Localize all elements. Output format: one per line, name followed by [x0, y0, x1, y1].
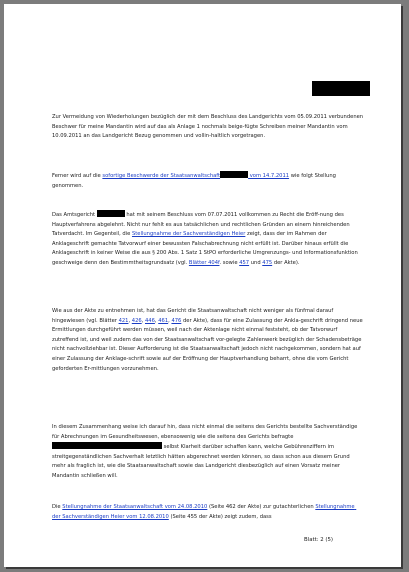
document-page: [4, 4, 401, 567]
paragraph-5-text-a: In diesem Zusammenhang weise ich darauf hin, dass nicht einmal die seitens des Gerichts bestellte Sachverständige für Abrechnungen im Gesundheitswesen, ebensowenig wie die seitens des Gerichts befragte: [52, 424, 359, 440]
separator: ,: [128, 317, 132, 324]
link-sofortige-beschwerde[interactable]: sofortige Beschwerde der Staatsanwaltschaft: [102, 173, 221, 179]
redacted-header-block: [312, 81, 370, 96]
paragraph-4-text-a: Wie aus der Akte zu entnehmen ist, hat das Gericht die Staatsanwaltschaft nicht weniger als fünfmal darauf hingewiesen (vgl. Blätter: [52, 308, 335, 324]
paragraph-4-text-b: der Akte), dass für eine Zulassung der Ankla-geschrift dringend neue Ermittlungen durchgeführt werden müssen, weil nach der Aktenlage nicht einmal feststeht, ob der Tatvorwurf zutreffend ist, und weil zudem das von der Staatsanwaltschaft vor-gelegte Zahlenwerk bezüglich der Schadensbeträge nicht nachvollziehbar ist. Dieser Aufforderung ist die Staatsanwaltschaft jedoch nicht nachgekommen, sondern hat auf einer Zulassung der Anklage-schrift sowie auf der Eröffnung der Hauptverhandlung beharrt, ohne die vom Gericht geforderten Er-mittlungen vorzunehmen.: [52, 317, 365, 372]
link-476[interactable]: 476: [171, 317, 182, 324]
paragraph-2: [52, 171, 364, 191]
link-stellungnahme-heier[interactable]: Stellungnahme der Sachverständigen Heier: [131, 231, 246, 238]
link-426[interactable]: 426: [131, 317, 142, 324]
link-457[interactable]: 457: [239, 259, 250, 266]
link-stellungnahme-staatsanwaltschaft[interactable]: Stellungnahme der Staatsanwaltschaft vom 24.08.2010: [62, 504, 208, 510]
paragraph-3-text-f: der Akte).: [272, 259, 300, 266]
link-date-14-7-2011[interactable]: vom 14.7.2011: [248, 173, 290, 179]
paragraph-1: [52, 113, 364, 142]
paragraph-2-text-a: Ferner wird auf die: [52, 173, 103, 179]
paragraph-6-text-c: (Seite 455 der Akte) zeigt zudem, dass: [168, 513, 272, 520]
redacted-person-name: [52, 442, 162, 449]
paragraph-6-text-b: (Seite 462 der Akte) zur gutachterlichen: [207, 504, 316, 510]
paragraph-4: [52, 307, 364, 374]
link-421[interactable]: 421: [118, 317, 129, 324]
paragraph-5-text-b: selbst Klarheit darüber schaffen kann, welche Gebührenziffern im streitgegenständlichen Sachverhalt letztlich hätten abgerechnet werden können, so dass schon aus diesem Grund mehr als fraglich ist, wie die Staatsanwaltschaft sowie das Landgericht diesbezüglich auf einen Vorsatz meiner Mandantin schließen will.: [52, 444, 352, 479]
paragraph-3-text-a: Das Amtsgericht: [52, 212, 97, 218]
paragraph-3-text-e: und: [249, 259, 263, 266]
paragraph-1-text: Zur Vermeidung von Wiederholungen bezüglich der mit dem Beschluss des Landgerichts vom 05.09.2011 verbundenen Beschwer für meine Mandantin wird auf das als Anlage 1 nochmals beige-fügte Schreiben meiner Mandantin vom 10.09.2011 an das Landgericht Bezug genommen und vollin-haltlich vorgetragen.: [52, 114, 365, 140]
redacted-inline: [220, 171, 248, 178]
link-446[interactable]: 446: [145, 317, 155, 324]
separator: ,: [154, 317, 159, 324]
paragraph-3-text-d: . sowie: [219, 259, 240, 266]
link-stellungnahme-sachverstaendige[interactable]: Stellungnahme der Sachverständigen Heier vom 12.08.2010: [52, 504, 357, 520]
paragraph-6: [52, 503, 364, 522]
paragraph-3-text-b: hat mit seinem Beschluss vom 07.07.2011 vollkommen zu Recht die Eröff-nung des Hauptverfahrens abgelehnt. Nicht nur fehlt es aus tatsächlichen und rechtlichen Gründen an einem hinreichenden Tatverdacht. Im Gegenteil, die: [52, 212, 352, 238]
link-blaetter-404f[interactable]: Blätter 404f: [188, 259, 220, 266]
separator: ,: [141, 317, 145, 324]
page-footer: Blatt: 2 (5): [304, 537, 334, 543]
separator: ,: [168, 317, 172, 324]
paragraph-6-text-a: Die: [52, 504, 63, 510]
paragraph-3: [52, 210, 364, 269]
paragraph-2-text-b: wie folgt Stellung genommen.: [52, 173, 338, 189]
link-461[interactable]: 461: [158, 317, 169, 324]
link-475[interactable]: 475: [262, 259, 273, 266]
paragraph-5: [52, 423, 364, 482]
paragraph-3-text-c: zeigt, dass der im Rahmen der Anklageschrift gemachte Tatvorwurf einer bewussten Falschabrechnung nicht erfüllt ist. Darüber hinaus erfüllt die Anklageschrift in keiner Weise die aus § 200 Abs. 1 Satz 1 StPO erforderliche Umgrenzungs- und Informationsfunktion geschweige denn den Bestimmtheitsgrundsatz (vgl.: [52, 231, 360, 266]
redacted-court-name: [97, 210, 125, 217]
